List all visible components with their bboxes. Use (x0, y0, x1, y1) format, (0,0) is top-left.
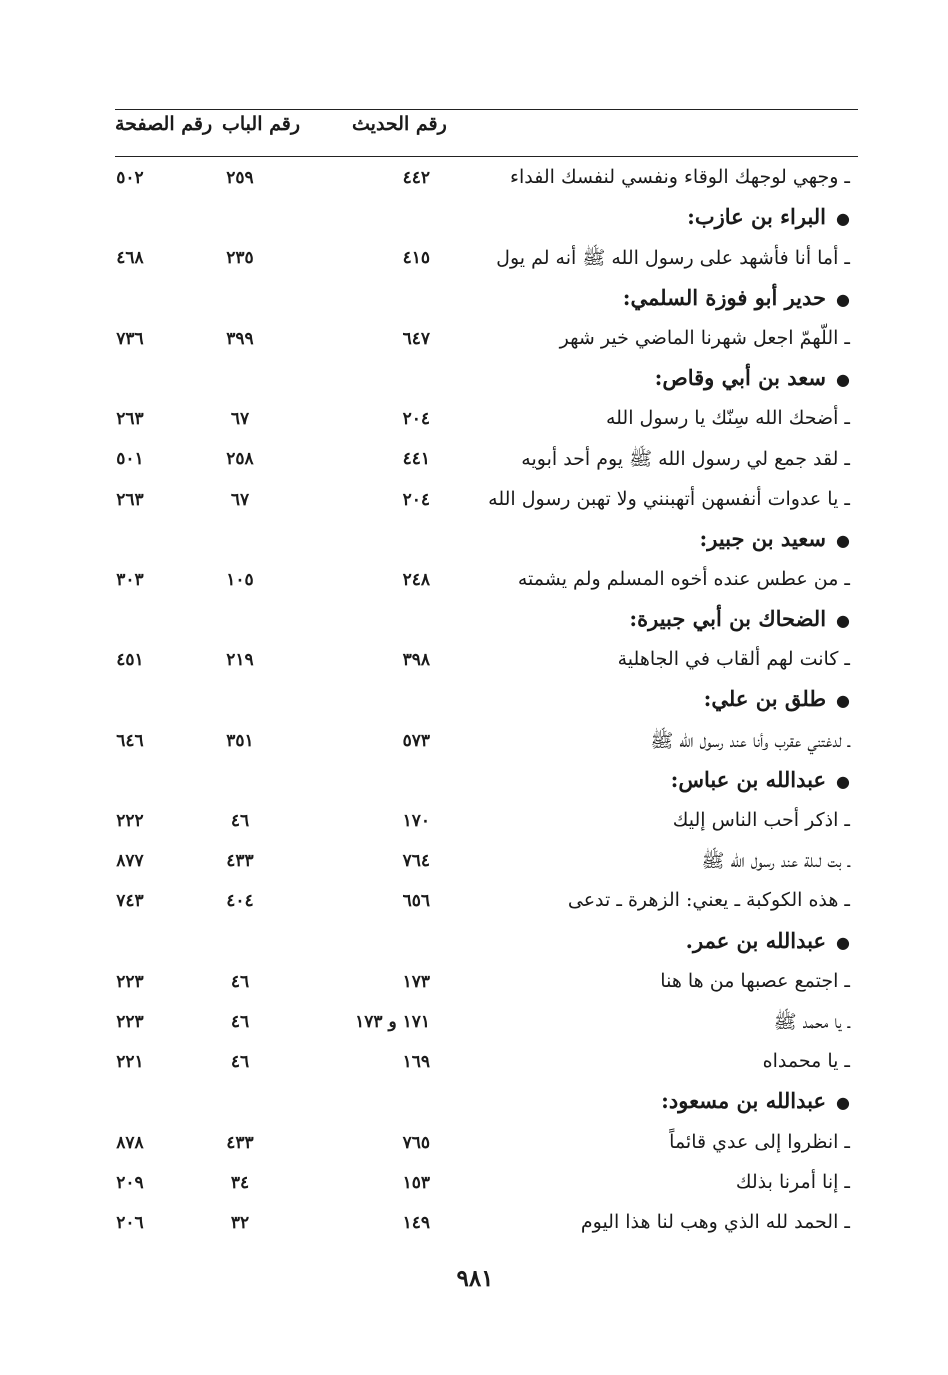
page-number: ٩٨١ (456, 1265, 494, 1292)
narrator-name-text: عبدالله بن مسعود: (661, 1088, 827, 1114)
hadith-entry (0, 562, 948, 602)
hadith-entry (0, 1165, 948, 1205)
chapter-number: ٣٢ (230, 1212, 250, 1233)
chapter-number-header: رقم الباب (222, 113, 300, 135)
page-ref: ٢٢٣ (116, 971, 144, 992)
hadith-number: ١٦٩ (402, 1052, 430, 1073)
hadith-text: ـ الحمد لله الذي وهب لنا هذا اليوم (580, 1210, 850, 1233)
bullet-icon: ● (836, 611, 850, 631)
chapter-number: ٢٣٥ (226, 248, 254, 269)
chapter-number: ٤٦ (230, 1011, 250, 1032)
hadith-number: ١٧٠ (402, 811, 430, 831)
narrator-name-text: حدير أبو فوزة السلمي: (622, 284, 827, 310)
hadith-entry (0, 321, 948, 361)
narrator-name-text: عبدالله بن عمر. (685, 927, 827, 953)
hadith-entry (0, 240, 948, 280)
hadith-text: ـ إنا أمرنا بذلك (735, 1170, 850, 1193)
hadith-number: ١٥٣ (402, 1172, 430, 1193)
hadith-entry (0, 1205, 948, 1245)
hadith-number: ٤١٥ (402, 248, 430, 269)
page-ref: ٥٠٢ (116, 168, 144, 188)
page-ref: ٤٥١ (116, 650, 144, 671)
bullet-icon: ● (836, 691, 850, 711)
hadith-number: ٤٤١ (402, 449, 430, 470)
narrator-name (661, 1088, 850, 1113)
chapter-number: ٣٩٩ (226, 328, 254, 349)
hadith-number: ٢٠٤ (402, 489, 430, 510)
hadith-text: ـ اجتمع عصبها من ها هنا (660, 969, 850, 992)
page-ref: ٢٦٣ (116, 409, 144, 430)
chapter-number: ٤٣٣ (226, 1132, 254, 1153)
narrator-heading (0, 1084, 948, 1124)
chapter-number: ٢١٩ (226, 650, 254, 671)
hadith-text: ـ أما أنا فأشهد على رسول الله ﷺ أنه لم يول (496, 247, 850, 270)
page-number-header: رقم الصفحة (115, 113, 213, 135)
narrator-heading (0, 924, 948, 964)
chapter-number: ٤٠٤ (226, 891, 254, 912)
hadith-entry (0, 883, 948, 923)
chapter-number: ٤٦ (230, 971, 250, 992)
bullet-icon: ● (836, 209, 850, 229)
page-ref: ٢٢٢ (116, 811, 144, 831)
hadith-text: ـ من عطس عنده أخوه المسلم ولم يشمته (517, 567, 850, 590)
narrator-heading (0, 281, 948, 321)
hadith-entry (0, 1125, 948, 1165)
chapter-number: ٤٣٣ (226, 851, 254, 872)
narrator-heading (0, 200, 948, 240)
hadith-entry (0, 642, 948, 682)
page-ref: ٢٠٩ (116, 1172, 144, 1193)
bullet-icon: ● (836, 932, 850, 952)
hadith-entry (0, 803, 948, 843)
hadith-text: ـ يا عدوات أنفسهن أتهبنني ولا تهبن رسول الله (488, 487, 850, 510)
narrator-name (686, 928, 850, 953)
hadith-text: ـ أضحك الله سِنّك يا رسول الله (605, 407, 850, 430)
chapter-number: ٣٥١ (226, 730, 254, 751)
hadith-entry (0, 1044, 948, 1084)
chapter-number: ٢٥٩ (226, 168, 254, 188)
chapter-number: ١٠٥ (226, 569, 254, 590)
chapter-number: ٣٤ (230, 1172, 250, 1193)
hadith-text: ـ لدغتني عقرب وأنا عند رسول الله ﷺ (650, 729, 850, 752)
header-bottom-rule (115, 156, 858, 157)
narrator-heading (0, 522, 948, 562)
narrator-name-text: طلق بن علي: (703, 686, 827, 712)
header-top-rule (115, 109, 858, 110)
page-ref: ٢٠٦ (116, 1212, 144, 1233)
hadith-entry (0, 401, 948, 441)
narrator-heading (0, 763, 948, 803)
hadith-number: ٥٧٣ (402, 730, 430, 751)
narrator-heading (0, 682, 948, 722)
page-ref: ٥٠١ (116, 449, 144, 470)
page-ref: ٤٦٨ (116, 248, 144, 269)
narrator-name-text: سعيد بن جبير: (699, 525, 827, 551)
narrator-name-text: سعد بن أبي وقاص: (654, 364, 827, 390)
chapter-number: ٤٦ (230, 811, 250, 831)
page-ref: ٨٧٨ (116, 1132, 144, 1153)
hadith-number: ٦٥٦ (402, 891, 430, 912)
hadith-number-header: رقم الحديث (352, 113, 447, 135)
hadith-text: ـ اذكر أحب الناس إليك (672, 809, 850, 831)
hadith-text: ـ وجهي لوجهك الوقاء ونفسي لنفسك الفداء (510, 166, 850, 188)
bullet-icon: ● (836, 771, 850, 791)
narrator-name (623, 285, 850, 310)
hadith-entry (0, 964, 948, 1004)
index-list (0, 160, 948, 1245)
page-ref: ٢٢١ (116, 1052, 144, 1073)
hadith-entry (0, 441, 948, 481)
hadith-entry (0, 482, 948, 522)
hadith-entry (0, 723, 948, 763)
hadith-number: ١٧١ و ١٧٣ (355, 1011, 430, 1032)
hadith-number: ٦٤٧ (402, 328, 430, 349)
hadith-text: ـ كانت لهم ألقاب في الجاهلية (617, 648, 850, 671)
hadith-number: ٣٩٨ (402, 650, 430, 671)
hadith-text: ـ انظروا إلى عدي قائماً (669, 1130, 850, 1153)
narrator-name (704, 686, 850, 711)
chapter-number: ٢٥٨ (226, 449, 254, 470)
narrator-name-text: عبدالله بن عباس: (670, 766, 827, 792)
hadith-entry (0, 160, 948, 200)
hadith-text: ـ اللّهمّ اجعل شهرنا الماضي خير شهر (559, 326, 850, 349)
page-ref: ٦٤٦ (116, 730, 144, 751)
bullet-icon: ● (836, 530, 850, 550)
page-ref: ٢٦٣ (116, 489, 144, 510)
narrator-name (699, 526, 850, 551)
hadith-text: ـ يا محمداه (762, 1050, 850, 1073)
chapter-number: ٦٧ (230, 489, 250, 510)
narrator-heading (0, 361, 948, 401)
hadith-text: ـ يا محمد ﷺ (773, 1010, 850, 1033)
narrator-name (629, 606, 850, 631)
page-ref: ٢٢٣ (116, 1011, 144, 1032)
narrator-name (687, 204, 850, 229)
hadith-text: ـ لقد جمع لي رسول الله ﷺ يوم أحد أبويه (521, 448, 850, 471)
narrator-name (671, 767, 850, 792)
hadith-text: ـ بت لىلة عند رسول الله ﷺ (701, 850, 850, 873)
page-ref: ٨٧٧ (116, 851, 144, 872)
hadith-entry (0, 843, 948, 883)
narrator-name (655, 365, 850, 390)
bullet-icon: ● (836, 289, 850, 309)
hadith-number: ١٧٣ (402, 971, 430, 992)
narrator-name-text: البراء بن عازب: (687, 204, 827, 230)
bullet-icon: ● (836, 369, 850, 389)
chapter-number: ٦٧ (230, 409, 250, 430)
page-ref: ٧٣٦ (116, 328, 144, 349)
page-ref: ٣٠٣ (116, 569, 144, 590)
hadith-number: ٢٤٨ (402, 569, 430, 590)
hadith-number: ٧٦٤ (402, 851, 430, 872)
narrator-name-text: الضحاك بن أبي جبيرة: (629, 606, 827, 632)
page-ref: ٧٤٣ (116, 891, 144, 912)
hadith-number: ٤٤٢ (402, 168, 430, 188)
bullet-icon: ● (836, 1093, 850, 1113)
narrator-heading (0, 602, 948, 642)
hadith-text: ـ هذه الكوكبة ـ يعني: الزهرة ـ تدعى (567, 889, 850, 912)
hadith-entry (0, 1004, 948, 1044)
hadith-number: ٧٦٥ (402, 1132, 430, 1153)
hadith-number: ٢٠٤ (402, 409, 430, 430)
chapter-number: ٤٦ (230, 1052, 250, 1073)
hadith-number: ١٤٩ (402, 1212, 430, 1233)
table-header (0, 113, 948, 143)
